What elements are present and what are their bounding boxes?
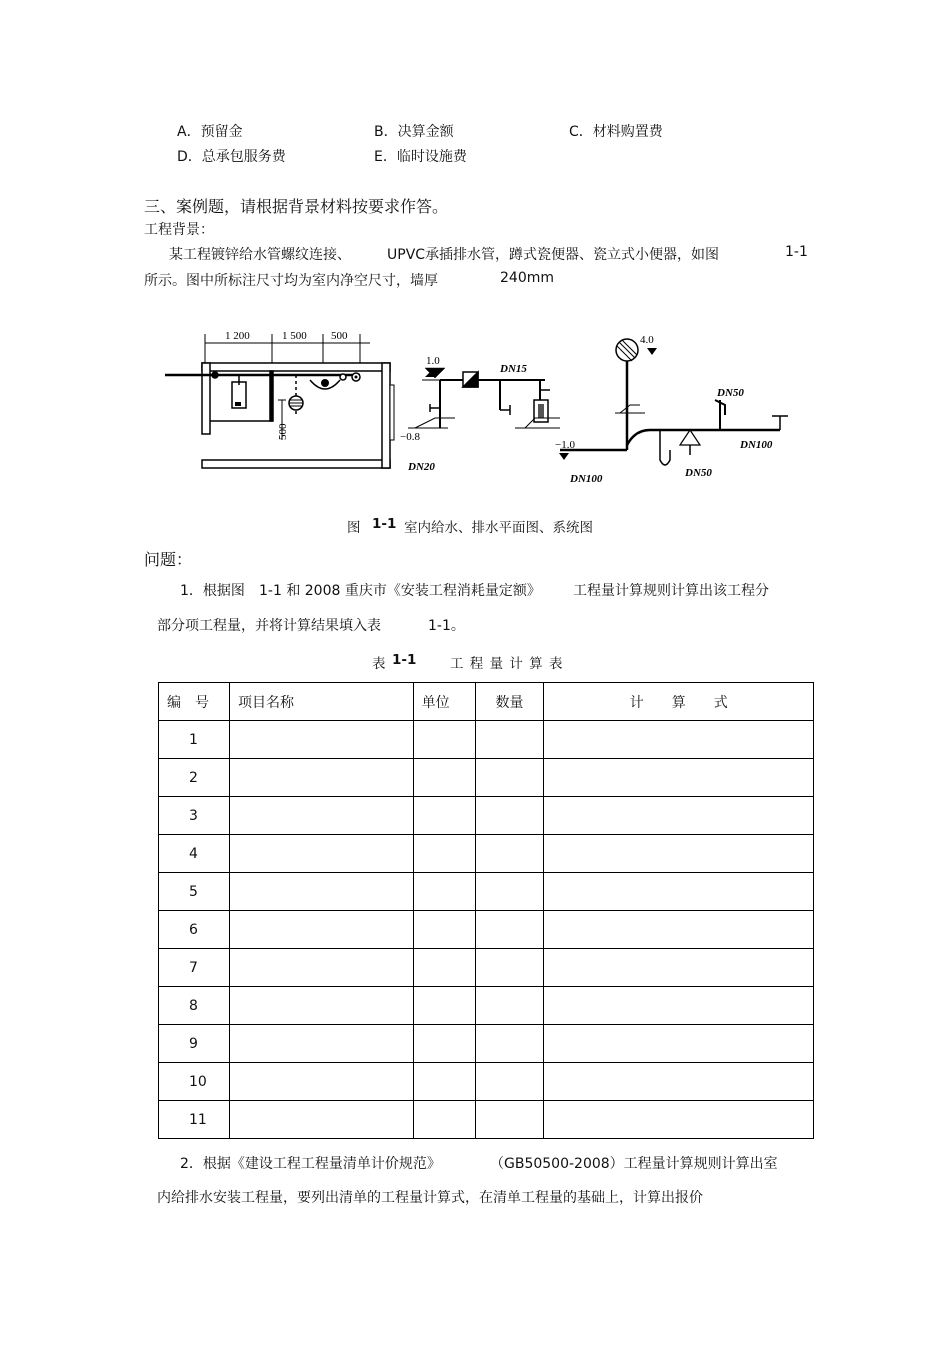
pipe-label-dn50-top: DN50 [717, 387, 744, 399]
option-e: E．临时设施费 [374, 149, 467, 165]
plumbing-figure [160, 320, 810, 495]
row-quantity[interactable] [475, 759, 544, 797]
table-row [159, 911, 814, 949]
row-number: 10 [159, 1063, 230, 1101]
background-text-2b: 240mm [500, 270, 554, 286]
row-number: 9 [159, 1025, 230, 1063]
row-unit[interactable] [413, 721, 475, 759]
section-title: 三、案例题，请根据背景材料按要求作答。 [144, 197, 449, 216]
row-unit[interactable] [413, 835, 475, 873]
table-row [159, 1101, 814, 1139]
row-formula[interactable] [544, 721, 814, 759]
table-row [159, 949, 814, 987]
table-title-text: 工 程 量 计 算 表 [450, 656, 564, 672]
dim-label-1: 1 200 [225, 330, 250, 342]
q1-text-1c: 工程量计算规则计算出该工程分 [573, 583, 769, 599]
row-quantity[interactable] [475, 911, 544, 949]
table-row [159, 759, 814, 797]
table-header-row [159, 683, 814, 721]
row-number: 11 [159, 1101, 230, 1139]
header-number: 编 号 [159, 683, 230, 721]
figure-caption-number: 1-1 [372, 516, 397, 532]
row-formula[interactable] [544, 759, 814, 797]
row-quantity[interactable] [475, 721, 544, 759]
dim-label-4: 500 [277, 423, 289, 440]
table-row [159, 1063, 814, 1101]
row-item-name[interactable] [229, 911, 413, 949]
row-item-name[interactable] [229, 987, 413, 1025]
row-unit[interactable] [413, 949, 475, 987]
row-unit[interactable] [413, 1101, 475, 1139]
figure-caption-prefix: 图 [347, 520, 361, 536]
row-number: 3 [159, 797, 230, 835]
dim-label-2: 1 500 [282, 330, 307, 342]
pipe-label-dn50-bottom: DN50 [685, 467, 712, 479]
elevation-label-4: −1.0 [555, 439, 575, 451]
row-item-name[interactable] [229, 721, 413, 759]
dim-label-3: 500 [331, 330, 348, 342]
q1-text-2b: 1-1。 [428, 618, 465, 634]
background-text-1a: 某工程镀锌给水管螺纹连接、 [169, 247, 351, 263]
row-item-name[interactable] [229, 1025, 413, 1063]
q1-text-2a: 部分项工程量，并将计算结果填入表 [157, 618, 381, 634]
row-quantity[interactable] [475, 873, 544, 911]
row-quantity[interactable] [475, 1101, 544, 1139]
elevation-label-1: 1.0 [426, 355, 440, 367]
row-item-name[interactable] [229, 797, 413, 835]
row-quantity[interactable] [475, 1063, 544, 1101]
table-row [159, 721, 814, 759]
table-row [159, 835, 814, 873]
row-quantity[interactable] [475, 987, 544, 1025]
row-formula[interactable] [544, 835, 814, 873]
row-number: 4 [159, 835, 230, 873]
option-d: D．总承包服务费 [177, 149, 286, 165]
option-c: C．材料购置费 [569, 124, 663, 140]
pipe-label-dn20: DN20 [408, 461, 435, 473]
q1-text-1b: 1-1 和 2008 重庆市《安装工程消耗量定额》 [259, 583, 541, 599]
row-number: 1 [159, 721, 230, 759]
elevation-label-3: 4.0 [640, 334, 654, 346]
row-formula[interactable] [544, 873, 814, 911]
row-unit[interactable] [413, 987, 475, 1025]
row-item-name[interactable] [229, 1063, 413, 1101]
table-title-number: 1-1 [392, 652, 417, 668]
row-unit[interactable] [413, 1063, 475, 1101]
table-row [159, 1025, 814, 1063]
row-formula[interactable] [544, 1101, 814, 1139]
row-formula[interactable] [544, 911, 814, 949]
q2-text-1b: （GB50500-2008）工程量计算规则计算出室 [490, 1156, 778, 1172]
row-item-name[interactable] [229, 759, 413, 797]
q1-text-1a: 1．根据图 [180, 583, 245, 599]
pipe-label-dn15: DN15 [500, 363, 527, 375]
row-quantity[interactable] [475, 797, 544, 835]
background-text-1c: 1-1 [785, 244, 808, 260]
row-number: 8 [159, 987, 230, 1025]
row-formula[interactable] [544, 949, 814, 987]
row-unit[interactable] [413, 873, 475, 911]
background-label: 工程背景： [144, 222, 214, 238]
row-number: 5 [159, 873, 230, 911]
row-unit[interactable] [413, 1025, 475, 1063]
row-formula[interactable] [544, 1025, 814, 1063]
row-item-name[interactable] [229, 835, 413, 873]
header-quantity: 数量 [475, 683, 544, 721]
questions-label: 问题： [144, 550, 193, 569]
q2-text-2: 内给排水安装工程量，要列出清单的工程量计算式，在清单工程量的基础上，计算出报价 [157, 1190, 703, 1206]
table-title-prefix: 表 [372, 656, 386, 672]
elevation-label-2: −0.8 [400, 431, 420, 443]
quantity-table [158, 682, 814, 1139]
pipe-label-dn100-right: DN100 [740, 439, 773, 451]
row-quantity[interactable] [475, 1025, 544, 1063]
row-item-name[interactable] [229, 1101, 413, 1139]
pipe-label-dn100-left: DN100 [570, 473, 603, 485]
row-quantity[interactable] [475, 835, 544, 873]
option-a: A．预留金 [177, 124, 243, 140]
table-row [159, 797, 814, 835]
row-unit[interactable] [413, 797, 475, 835]
table-row [159, 987, 814, 1025]
row-unit[interactable] [413, 759, 475, 797]
figure-caption-text: 室内给水、排水平面图、系统图 [404, 520, 593, 536]
row-number: 7 [159, 949, 230, 987]
table-row [159, 873, 814, 911]
background-text-1b: UPVC承插排水管，蹲式瓷便器、瓷立式小便器，如图 [387, 247, 720, 263]
header-formula: 计 算 式 [544, 683, 814, 721]
row-quantity[interactable] [475, 949, 544, 987]
background-text-2a: 所示。图中所标注尺寸均为室内净空尺寸，墙厚 [144, 273, 438, 289]
row-unit[interactable] [413, 911, 475, 949]
row-formula[interactable] [544, 987, 814, 1025]
row-item-name[interactable] [229, 949, 413, 987]
row-formula[interactable] [544, 797, 814, 835]
row-formula[interactable] [544, 1063, 814, 1101]
header-item-name: 项目名称 [229, 683, 413, 721]
option-b: B．决算金额 [374, 124, 454, 140]
q2-text-1a: 2．根据《建设工程工程量清单计价规范》 [180, 1156, 441, 1172]
header-unit: 单位 [413, 683, 475, 721]
row-number: 6 [159, 911, 230, 949]
row-number: 2 [159, 759, 230, 797]
row-item-name[interactable] [229, 873, 413, 911]
